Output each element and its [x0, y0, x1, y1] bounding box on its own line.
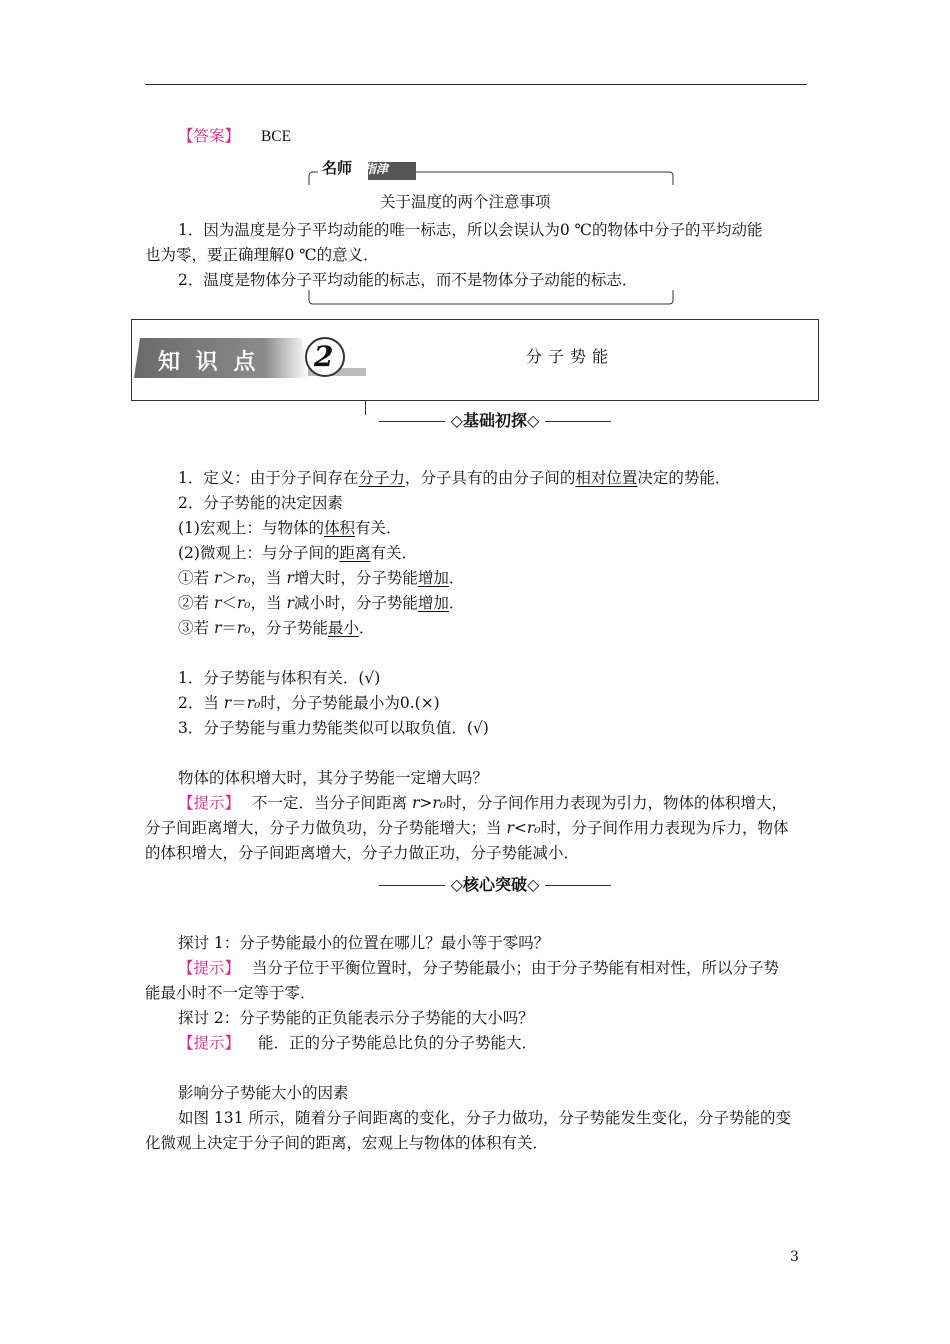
judge-1: 1．分子势能与体积有关．(√) — [178, 669, 381, 687]
answer-label: 【答案】 — [178, 127, 241, 145]
core-answer-1-line-1: 【提示】 当分子位于平衡位置时，分子势能最小；由于分子势能有相对性，所以分子势 — [178, 959, 780, 977]
basics-line-3: (1)宏观上：与物体的体积有关． — [178, 519, 402, 537]
core-paragraph-line-2: 化微观上决定于分子间的距离，宏观上与物体的体积有关． — [145, 1134, 549, 1152]
basics-line-2: 2．分子势能的决定因素 — [178, 494, 343, 512]
tip-p2: 2．温度是物体分子平均动能的标志，而不是物体分子动能的标志． — [178, 271, 638, 289]
tip-p1-line1: 1．因为温度是分子平均动能的唯一标志，所以会误认为0 ℃的物体中分子的平均动能 — [178, 221, 763, 239]
section-title-core: 核心突破 — [462, 875, 527, 894]
judge-3: 3．分子势能与重力势能类似可以取负值．(√) — [178, 719, 489, 737]
core-heading: 影响分子势能大小的因素 — [178, 1084, 349, 1102]
section-heading-basics: ◇基础初探◇ — [360, 408, 630, 431]
answer-line — [178, 124, 291, 146]
judge-2: 2．当 r＝r₀时，分子势能最小为0.(×) — [178, 694, 440, 712]
knowledge-point-number: 2 — [314, 340, 334, 373]
think-answer-line-2: 分子间距离增大，分子力做负功，分子势能增大；当 r<r₀时，分子间作用力表现为斥力，物体 — [145, 819, 789, 837]
knowledge-point-label: 知 识 点 — [158, 350, 260, 375]
basics-line-1: 1．定义：由于分子间存在分子力，分子具有的由分子间的相对位置决定的势能． — [178, 469, 731, 487]
think-question: 物体的体积增大时，其分子势能一定增大吗？ — [178, 769, 489, 787]
tip-badge — [322, 157, 388, 178]
basics-line-4: (2)微观上：与分子间的距离有关． — [178, 544, 417, 562]
core-answer-2: 【提示】 能．正的分子势能总比负的分子势能大． — [178, 1034, 538, 1052]
core-question-2: 探讨 2：分子势能的正负能表示分子势能的大小吗？ — [178, 1009, 534, 1027]
tip-title: 关于温度的两个注意事项 — [380, 193, 551, 211]
think-answer-line-3: 的体积增大，分子间距离增大，分子力做正功，分子势能减小． — [145, 844, 580, 862]
tip-badge-main: 名师 — [322, 159, 353, 177]
section-title-basics: 基础初探 — [462, 411, 527, 430]
core-answer-1-line-2: 能最小时不一定等于零． — [145, 984, 316, 1002]
core-question-1: 探讨 1：分子势能最小的位置在哪儿？最小等于零吗？ — [178, 934, 550, 952]
basics-line-5: ①若 r＞r₀，当 r增大时，分子势能增加． — [178, 569, 465, 587]
answer-value: BCE — [260, 128, 292, 145]
core-paragraph-line-1: 如图 131 所示，随着分子间距离的变化，分子力做功，分子势能发生变化，分子势能的变 — [178, 1109, 791, 1127]
think-answer-line-1: 【提示】 不一定．当分子间距离 r>r₀时，分子间作用力表现为引力，物体的体积增大， — [178, 794, 788, 812]
basics-line-6: ②若 r＜r₀，当 r减小时，分子势能增加． — [178, 594, 465, 612]
section-heading-core: ◇核心突破◇ — [360, 872, 630, 895]
header-rule — [145, 84, 807, 85]
knowledge-point-box — [131, 319, 819, 401]
tip-badge-sub: 指津 — [364, 162, 389, 176]
tip-frame-bottom — [308, 290, 674, 308]
page-number: 3 — [790, 1249, 799, 1265]
basics-line-7: ③若 r＝r₀，分子势能最小． — [178, 619, 375, 637]
tip-label: 【提示】 — [178, 794, 241, 812]
tip-p1-line2: 也为零，要正确理解0 ℃的意义． — [145, 246, 379, 264]
knowledge-point-title: 分子势能 — [525, 347, 614, 366]
